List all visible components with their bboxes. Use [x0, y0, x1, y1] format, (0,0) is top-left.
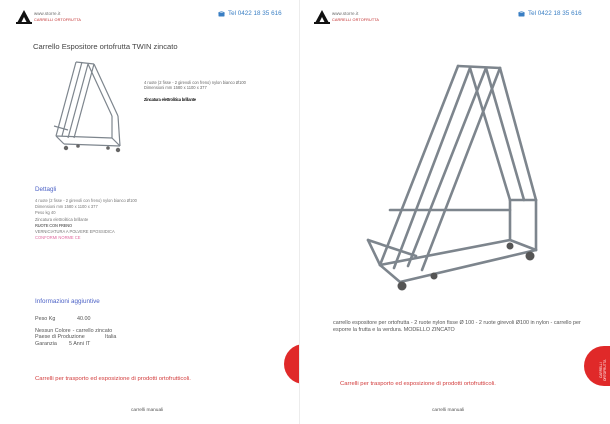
site-url[interactable]: www.storre.it: [34, 11, 61, 16]
phone-text: Tel 0422 18 35 616: [528, 10, 582, 17]
top-desc-line2: Dimensioni mm 1580 x 1100 x 377: [144, 85, 207, 91]
details-pink-line: CONFORMI NORME CE: [35, 235, 81, 241]
country-label: Paese di Produzione: [35, 334, 85, 341]
site-url[interactable]: www.storre.it: [332, 11, 359, 16]
country-value: Italia: [105, 334, 117, 341]
right-page: [300, 0, 607, 424]
details-section: [35, 186, 205, 241]
phone-icon: [518, 11, 525, 17]
left-footer: carrelli manuali: [131, 408, 164, 413]
warranty-label: Garanzia: [35, 340, 57, 347]
category-label: CARRELLI ORTOFRUTTA: [332, 18, 380, 22]
side-tab[interactable]: [584, 346, 610, 386]
left-tagline: Carrelli per trasporto ed esposizione di prodotti ortofrutticoli.: [35, 376, 191, 382]
top-description: [144, 80, 289, 102]
details-line: Dimensioni mm 1580 x 1100 x 377: [35, 204, 98, 210]
phone-text: Tel 0422 18 35 616: [228, 10, 282, 17]
phone-icon: [218, 11, 225, 17]
weight-label: Peso Kg: [35, 316, 56, 322]
details-red-line: VERNICIATURA A POLVERE EPOSSIDICA: [35, 229, 115, 235]
cart-image: [360, 60, 546, 294]
phone-number[interactable]: [518, 10, 582, 17]
logo-a-icon: [16, 9, 32, 24]
right-tagline: Carrelli per trasporto ed esposizione di prodotti ortofrutticoli.: [340, 381, 496, 387]
phone-number[interactable]: [218, 10, 282, 17]
warranty-value: 5 Anni IT: [69, 340, 91, 347]
details-line: Zincatura elettrolitica brillante: [35, 216, 89, 222]
info-row-warranty: [35, 341, 235, 347]
details-line: Peso kg 40: [35, 210, 56, 216]
details-bold-line: RUOTE CON FRENO: [35, 222, 73, 228]
color-value: - carrello zincato: [72, 328, 113, 335]
cart-image: [42, 56, 126, 156]
side-tab-label: CARRELLI ORTOFRUTTA: [599, 359, 607, 381]
left-page: [0, 0, 300, 424]
category-label: CARRELLI ORTOFRUTTA: [34, 18, 82, 22]
top-desc-highlight: Zincatura elettrolitica brillante: [144, 96, 196, 102]
weight-value: 40.00: [77, 316, 91, 322]
right-footer: carrelli manuali: [432, 408, 465, 413]
info-heading: Informazioni aggiuntive: [35, 298, 100, 305]
details-heading: Dettagli: [35, 186, 57, 193]
color-label: Nessun Colore: [35, 328, 71, 335]
right-description: carrello espositore per ortofrutta - 2 ruote nylon fisse Ø 100 - 2 ruote girevoli Ø100 in nylon - carrello per esporre la frutta e la verdura. MODELLO ZINCATO: [333, 320, 581, 333]
details-line: 4 ruote (2 fisse - 2 girevoli con freno) nylon bianco Ø100: [35, 198, 137, 203]
logo-a-icon: [314, 9, 330, 24]
info-section: [35, 298, 235, 347]
page-title: Carrello Espositore ortofrutta TWIN zincato: [33, 42, 178, 51]
top-desc-line1: 4 ruote (2 fisse - 2 girevoli con freno) nylon bianco Ø100: [144, 80, 246, 85]
